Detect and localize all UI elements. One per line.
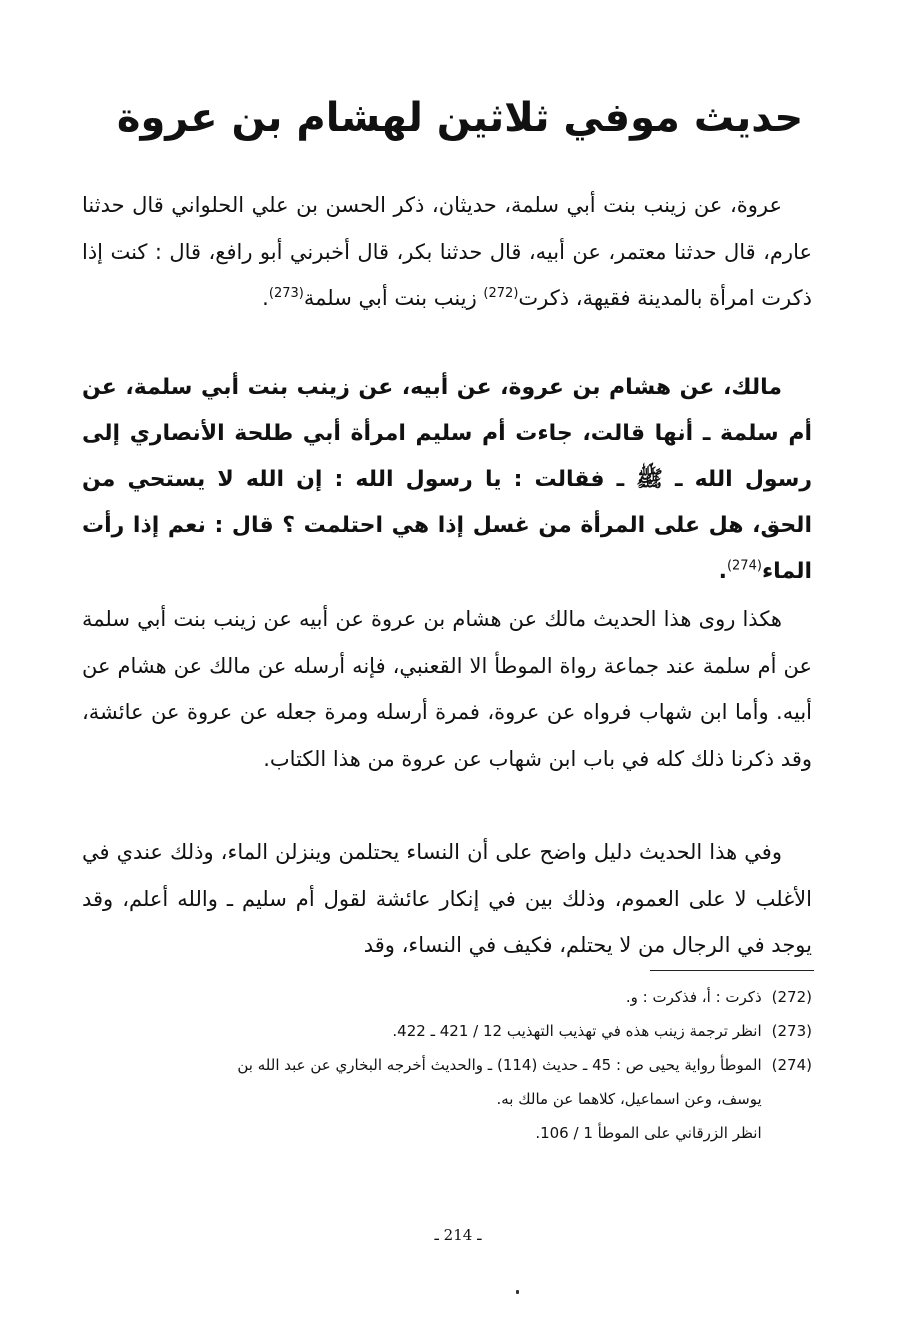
footnote-text: الموطأ رواية يحيى ص : 45 ـ حديث (114) ـ والحديث أخرجه البخاري عن عبد الله بن [237, 1056, 762, 1074]
footnote-274-continued-2 [82, 1116, 812, 1150]
paragraph-1-text: عروة، عن زينب بنت أبي سلمة، حديثان، ذكر الحسن بن علي الحلواني قال حدثنا عارم، قال حدثنا معتمر، عن أبيه، قال حدثنا بكر، قال أخبرني أبو رافع، قال : كنت إذا ذكرت امرأة بالمدينة فقيهة، ذكرت [82, 193, 812, 310]
paragraph-4-text: وفي هذا الحديث دليل واضح على أن النساء يحتلمن وينزلن الماء، وذلك عندي في الأغلب لا على العموم، وذلك بين في إنكار عائشة لقول أم سليم ـ والله أعلم، وقد يوجد في الرجال من لا يحتلم، فكيف في النساء، وقد [82, 840, 812, 957]
paragraph-3 [82, 596, 812, 782]
paragraph-1-end: . [262, 286, 269, 310]
page-number: ـ 214 ـ [434, 1226, 482, 1244]
footnote-number: (272) [771, 988, 812, 1006]
footnote-274-continued [82, 1082, 812, 1116]
paragraph-2-hadith [82, 365, 812, 595]
footnotes [82, 980, 812, 1150]
footnote-272 [82, 980, 812, 1014]
footnote-divider [650, 970, 814, 971]
footnote-text: ذكرت : أ، فذكرت : و. [625, 988, 762, 1006]
chapter-title: حديث موفي ثلاثين لهشام بن عروة [116, 95, 804, 141]
paragraph-1 [82, 182, 812, 322]
footnote-ref-273: (273) [268, 286, 304, 301]
paragraph-1-text-continued: زينب بنت أبي سلمة [303, 286, 484, 310]
footnote-number: (274) [771, 1056, 812, 1074]
scan-speck [516, 1290, 519, 1294]
footnote-274 [82, 1048, 812, 1082]
paragraph-4 [82, 829, 812, 969]
footnote-number: (273) [771, 1022, 812, 1040]
footnote-273 [82, 1014, 812, 1048]
footnote-ref-274: (274) [726, 558, 762, 574]
footnote-text-continued: يوسف، وعن اسماعيل، كلاهما عن مالك به. [496, 1090, 762, 1108]
paragraph-3-text: هكذا روى هذا الحديث مالك عن هشام بن عروة عن أبيه عن زينب بنت أبي سلمة عن أم سلمة عند جماعة رواة الموطأ الا القعنبي، فإنه أرسله عن مالك عن هشام عن أبيه. وأما ابن شهاب فرواه عن عروة، فمرة أرسله ومرة جعله عن عروة عن عائشة، وقد ذكرنا ذلك كله في باب ابن شهاب عن عروة من هذا الكتاب. [82, 607, 812, 771]
footnote-ref-272: (272) [483, 286, 519, 301]
paragraph-2-end: . [718, 559, 727, 584]
paragraph-2-text: مالك، عن هشام بن عروة، عن أبيه، عن زينب بنت أبي سلمة، عن أم سلمة ـ أنها قالت، جاءت أم سليم امرأة أبي طلحة الأنصاري إلى رسول الله ـ ﷺ ـ فقالت : يا رسول الله : إن الله لا يستحي من الحق، هل على المرأة من غسل إذا هي احتلمت ؟ قال : نعم إذا رأت الماء [82, 375, 812, 584]
footnote-text: انظر ترجمة زينب هذه في تهذيب التهذيب 12 / 421 ـ 422. [392, 1022, 762, 1040]
footnote-text-continued: انظر الزرقاني على الموطأ 1 / 106. [535, 1124, 762, 1142]
